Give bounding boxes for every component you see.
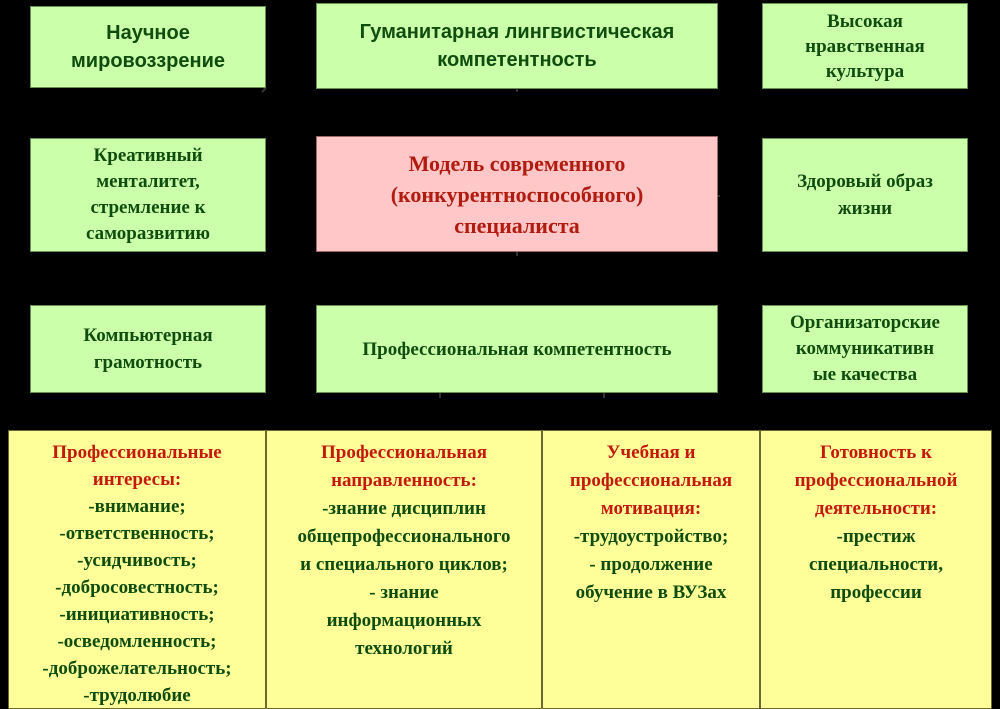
box-motivation bbox=[542, 430, 760, 709]
heading-line: Готовность к bbox=[820, 442, 932, 463]
heading-line: профессиональной bbox=[794, 470, 958, 491]
item-line: технологий bbox=[355, 638, 453, 659]
heading-line: Профессиональная bbox=[320, 442, 488, 463]
item-line: -добросовестность; bbox=[55, 577, 219, 598]
box-professional-orientation bbox=[266, 430, 542, 709]
text-line: коммуникативн bbox=[795, 338, 935, 359]
item-line: профессии bbox=[830, 582, 922, 603]
text-line: компетентность bbox=[437, 49, 597, 71]
item-line: -трудолюбие bbox=[83, 685, 191, 706]
heading-line: Профессиональные bbox=[52, 442, 222, 463]
text-line: менталитет, bbox=[96, 171, 200, 192]
item-line: -трудоустройство; bbox=[573, 526, 729, 547]
text-line: Гуманитарная лингвистическая bbox=[359, 21, 675, 43]
text-line: Креативный bbox=[93, 145, 203, 166]
item-line: -знание дисциплин bbox=[322, 498, 486, 519]
text-line: (конкурентноспособного) bbox=[390, 181, 644, 207]
box-professional-interests bbox=[8, 430, 266, 709]
item-line: специальности, bbox=[809, 554, 943, 575]
text-line: ые качества bbox=[812, 364, 918, 385]
item-line: - знание bbox=[369, 582, 439, 603]
box-humanitarian-competence bbox=[316, 3, 718, 89]
heading-line: мотивация: bbox=[600, 498, 702, 519]
box-specialist-model bbox=[316, 136, 718, 252]
text-line: Модель современного bbox=[408, 150, 626, 176]
box-creative-mentality bbox=[30, 138, 266, 252]
item-line: -престиж bbox=[836, 526, 916, 547]
item-line: и специального циклов; bbox=[300, 554, 508, 575]
item-line: - продолжение bbox=[589, 554, 713, 575]
heading-line: направленность: bbox=[331, 470, 477, 491]
item-line: -инициативность; bbox=[59, 604, 215, 625]
item-line: -внимание; bbox=[88, 496, 186, 517]
heading-line: Учебная и bbox=[606, 442, 696, 463]
box-professional-competence bbox=[316, 305, 718, 393]
text-line: Профессиональная компетентность bbox=[362, 338, 672, 360]
item-line: -ответственность; bbox=[59, 523, 215, 544]
item-line: -доброжелательность; bbox=[42, 658, 232, 679]
heading-line: деятельности: bbox=[814, 498, 938, 519]
text-line: нравственная bbox=[805, 35, 925, 57]
box-readiness bbox=[760, 430, 992, 709]
text-line: Высокая bbox=[827, 10, 903, 32]
item-line: общепрофессионального bbox=[297, 526, 511, 547]
heading-line: интересы: bbox=[92, 469, 182, 490]
box-healthy-lifestyle bbox=[762, 138, 968, 252]
text-line: мировоззрение bbox=[71, 50, 225, 72]
item-line: -осведомленность; bbox=[57, 631, 217, 652]
item-line: информационных bbox=[326, 610, 482, 631]
box-moral-culture bbox=[762, 3, 968, 89]
box-scientific-worldview bbox=[30, 6, 266, 88]
heading-line: профессиональная bbox=[569, 470, 733, 491]
text-line: специалиста bbox=[454, 212, 580, 238]
text-line: грамотность bbox=[93, 352, 203, 373]
text-line: саморазвитию bbox=[85, 223, 211, 244]
text-line: Организаторские bbox=[790, 312, 940, 333]
text-line: стремление к bbox=[90, 197, 206, 218]
box-computer-literacy bbox=[30, 305, 266, 393]
text-line: Компьютерная bbox=[83, 325, 213, 346]
item-line: обучение в ВУЗах bbox=[575, 582, 727, 603]
text-line: жизни bbox=[837, 198, 893, 219]
box-organizational-qualities bbox=[762, 305, 968, 393]
item-line: -усидчивость; bbox=[77, 550, 197, 571]
text-line: Здоровый образ bbox=[797, 171, 933, 192]
text-line: Научное bbox=[106, 22, 190, 44]
text-line: культура bbox=[825, 60, 905, 82]
